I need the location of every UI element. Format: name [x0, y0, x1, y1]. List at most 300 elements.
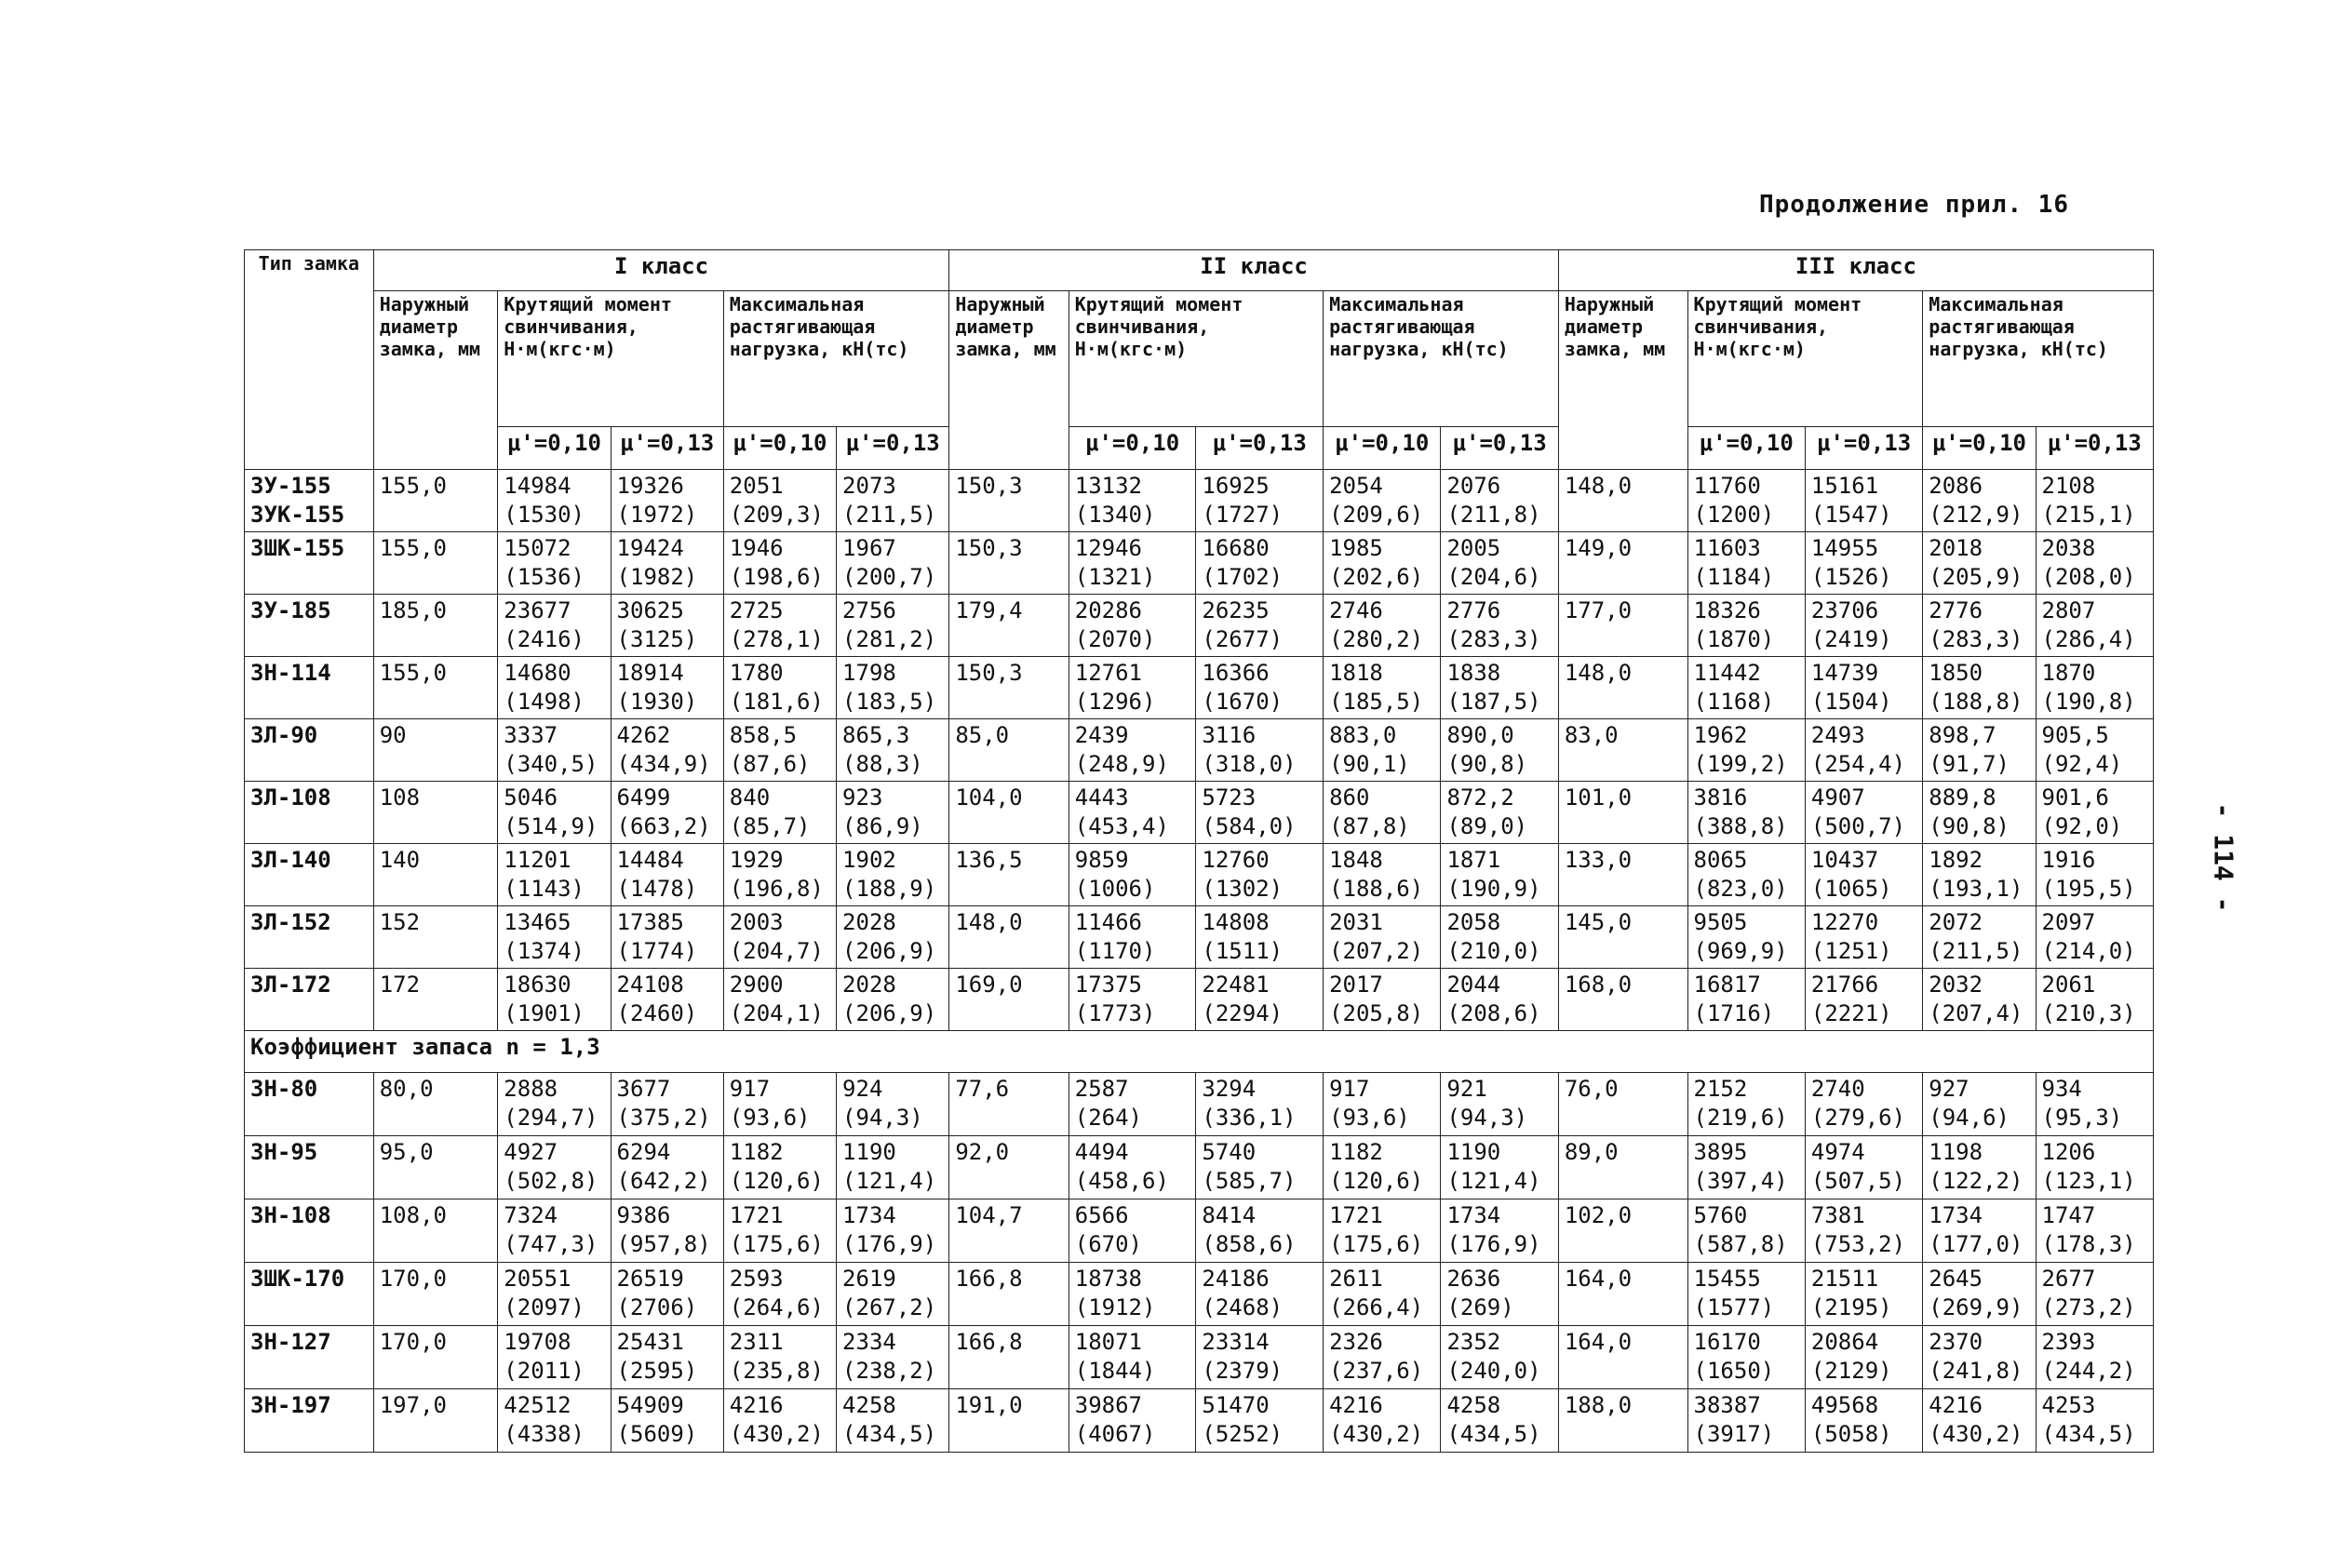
value-kgs: (5252) — [1202, 1421, 1284, 1447]
value: 18738 — [1074, 1266, 1142, 1292]
value-cell — [723, 532, 836, 595]
mu-010-header: μ'=0,10 — [723, 427, 836, 470]
value: 2776 — [1446, 597, 1501, 623]
value-kgs: (269,9) — [1929, 1294, 2023, 1320]
value-cell — [1923, 532, 2036, 595]
value-cell — [1441, 719, 1558, 782]
value: 14808 — [1202, 909, 1270, 935]
value-cell — [1805, 1326, 1922, 1389]
value-kgs: (858,6) — [1202, 1231, 1297, 1257]
value: 2776 — [1929, 597, 1983, 623]
value-cell — [498, 532, 611, 595]
value: 1190 — [1446, 1139, 1501, 1165]
value-kgs: (4067) — [1074, 1421, 1156, 1447]
lock-type-cell — [245, 719, 374, 782]
value: 4258 — [842, 1392, 896, 1418]
value-cell — [1196, 969, 1324, 1031]
value: 10437 — [1810, 847, 1879, 873]
value-cell — [1324, 906, 1441, 969]
value-cell — [2036, 719, 2153, 782]
value-cell — [837, 657, 949, 719]
value-cell — [1923, 969, 2036, 1031]
value: 917 — [729, 1076, 771, 1102]
value-cell — [2036, 595, 2153, 657]
value: 26235 — [1202, 597, 1270, 623]
diameter-cell — [1558, 657, 1687, 719]
value: 4974 — [1810, 1139, 1865, 1165]
value-cell — [2036, 782, 2153, 844]
value: 860 — [1329, 784, 1370, 811]
value: 858,5 — [729, 722, 798, 748]
value-cell — [1687, 470, 1805, 532]
value: 16366 — [1202, 660, 1270, 686]
value-kgs: (753,2) — [1810, 1231, 1906, 1257]
value-cell — [2036, 1389, 2153, 1453]
value-kgs: (210,0) — [1446, 938, 1541, 964]
table-row — [245, 969, 2154, 1031]
diameter-cell — [949, 1389, 1069, 1453]
value: 9859 — [1074, 847, 1129, 873]
value-cell — [1805, 1263, 1922, 1326]
value-cell — [1324, 969, 1441, 1031]
value-cell — [1687, 1263, 1805, 1326]
value: 26519 — [616, 1266, 684, 1292]
value: 8414 — [1202, 1202, 1257, 1228]
value-cell — [1324, 1326, 1441, 1389]
value-cell — [723, 657, 836, 719]
value: 4216 — [1329, 1392, 1383, 1418]
diameter-cell — [373, 657, 498, 719]
value-cell — [498, 657, 611, 719]
value-cell — [611, 1199, 723, 1263]
value-kgs: (514,9) — [504, 813, 598, 839]
value-kgs: (92,0) — [2041, 813, 2123, 839]
value-cell — [1805, 595, 1922, 657]
value-kgs: (2294) — [1202, 1000, 1284, 1026]
value-kgs: (430,2) — [1329, 1421, 1424, 1447]
value: 1206 — [2041, 1139, 2096, 1165]
value-cell — [837, 906, 949, 969]
value: 5046 — [504, 784, 558, 811]
value-kgs: (453,4) — [1074, 813, 1169, 839]
value-kgs: (120,6) — [1329, 1168, 1424, 1194]
value: 16817 — [1693, 972, 1761, 998]
value-kgs: (502,8) — [504, 1168, 598, 1194]
class-3-header: III класс — [1558, 250, 2153, 291]
lock-type: ЗЛ-172 — [250, 972, 331, 998]
value-cell — [723, 1136, 836, 1199]
value: 18630 — [504, 972, 571, 998]
value-cell — [1196, 1263, 1324, 1326]
value-cell — [1324, 595, 1441, 657]
value: 22481 — [1202, 972, 1270, 998]
value: 3816 — [1693, 784, 1748, 811]
value-cell — [837, 969, 949, 1031]
value-cell — [1324, 719, 1441, 782]
value-kgs: (2195) — [1810, 1294, 1892, 1320]
value-cell — [1687, 1199, 1805, 1263]
load-header-1: Максимальная растягивающая нагрузка, кН(тс) — [723, 291, 949, 427]
value: 2058 — [1446, 909, 1501, 935]
value-kgs: (279,6) — [1810, 1105, 1906, 1131]
value-kgs: (211,5) — [842, 502, 937, 528]
value: 883,0 — [1329, 722, 1397, 748]
value-cell — [611, 782, 723, 844]
value-cell — [611, 844, 723, 906]
value: 16925 — [1202, 473, 1270, 499]
lock-type-cell — [245, 969, 374, 1031]
value: 2493 — [1810, 722, 1865, 748]
lock-type: ЗН-108 — [250, 1202, 331, 1228]
value-cell — [1923, 1136, 2036, 1199]
value: 1798 — [842, 660, 896, 686]
lock-type-cell — [245, 595, 374, 657]
value: 934 — [2041, 1076, 2082, 1102]
value: 101,0 — [1564, 784, 1633, 811]
value-cell — [1196, 1389, 1324, 1453]
load-header-2: Максимальная растягивающая нагрузка, кН(тс) — [1324, 291, 1559, 427]
value: 3337 — [504, 722, 558, 748]
value: 15161 — [1810, 473, 1879, 499]
value: 108,0 — [379, 1202, 447, 1228]
mu-013-header: μ'=0,13 — [611, 427, 723, 470]
value: 145,0 — [1564, 909, 1633, 935]
value: 15072 — [504, 535, 571, 561]
value-kgs: (187,5) — [1446, 689, 1541, 715]
value-cell — [1196, 1326, 1324, 1389]
value-cell — [498, 595, 611, 657]
lock-type: ЗН-114 — [250, 660, 331, 686]
value-cell — [2036, 1263, 2153, 1326]
table-row — [245, 1199, 2154, 1263]
value: 164,0 — [1564, 1266, 1633, 1292]
value-kgs: (207,4) — [1929, 1000, 2023, 1026]
value: 2032 — [1929, 972, 1983, 998]
value: 1818 — [1329, 660, 1383, 686]
diameter-header-3: Наружный диаметр замка, мм — [1558, 291, 1687, 470]
value-kgs: (507,5) — [1810, 1168, 1906, 1194]
diameter-cell — [949, 1326, 1069, 1389]
value-kgs: (1702) — [1202, 564, 1284, 590]
value-kgs: (1530) — [504, 502, 585, 528]
value: 2097 — [2041, 909, 2096, 935]
value-kgs: (1716) — [1693, 1000, 1775, 1026]
value-kgs: (208,6) — [1446, 1000, 1541, 1026]
value-kgs: (86,9) — [842, 813, 923, 839]
value-cell — [1687, 595, 1805, 657]
diameter-cell — [373, 719, 498, 782]
value-kgs: (1844) — [1074, 1358, 1156, 1384]
value-kgs: (434,5) — [842, 1421, 937, 1447]
value-cell — [1441, 969, 1558, 1031]
table-row — [245, 532, 2154, 595]
value-kgs: (663,2) — [616, 813, 711, 839]
value-cell — [1923, 782, 2036, 844]
value-cell — [1196, 844, 1324, 906]
value-kgs: (670) — [1074, 1231, 1142, 1257]
value-kgs: (85,7) — [729, 813, 811, 839]
value-cell — [723, 782, 836, 844]
value-kgs: (200,7) — [842, 564, 937, 590]
value: 1962 — [1693, 722, 1748, 748]
value-kgs: (209,6) — [1329, 502, 1424, 528]
value-kgs: (1773) — [1074, 1000, 1156, 1026]
diameter-cell — [949, 1263, 1069, 1326]
value: 917 — [1329, 1076, 1370, 1102]
value-kgs: (1972) — [616, 502, 698, 528]
value-kgs: (95,3) — [2041, 1105, 2123, 1131]
value-cell — [1805, 532, 1922, 595]
value: 2073 — [842, 473, 896, 499]
lock-type: ЗЛ-90 — [250, 722, 318, 748]
value-cell — [1923, 595, 2036, 657]
value-kgs: (207,2) — [1329, 938, 1424, 964]
page-caption: Продолжение прил. 16 — [1759, 191, 2070, 219]
value-cell — [723, 1073, 836, 1136]
value-cell — [1196, 1199, 1324, 1263]
value: 1871 — [1446, 847, 1501, 873]
value-cell — [1805, 969, 1922, 1031]
value-cell — [1069, 844, 1196, 906]
value: 14739 — [1810, 660, 1879, 686]
value: 12760 — [1202, 847, 1270, 873]
diameter-cell — [1558, 470, 1687, 532]
value: 4927 — [504, 1139, 558, 1165]
value: 152 — [379, 909, 421, 935]
value: 188,0 — [1564, 1392, 1633, 1418]
value: 12270 — [1810, 909, 1879, 935]
value-kgs: (281,2) — [842, 626, 937, 652]
value-kgs: (196,8) — [729, 876, 824, 902]
value-cell — [1324, 1389, 1441, 1453]
value-cell — [498, 1073, 611, 1136]
value-kgs: (248,9) — [1074, 751, 1169, 777]
value-kgs: (1930) — [616, 689, 698, 715]
value: 2054 — [1329, 473, 1383, 499]
value-kgs: (2379) — [1202, 1358, 1284, 1384]
value-kgs: (122,2) — [1929, 1168, 2023, 1194]
value-cell — [498, 782, 611, 844]
value-cell — [723, 969, 836, 1031]
value-cell — [1324, 1136, 1441, 1199]
value-cell — [1687, 906, 1805, 969]
value: 104,7 — [955, 1202, 1023, 1228]
value-kgs: (121,4) — [842, 1168, 937, 1194]
value-cell — [1923, 719, 2036, 782]
diameter-cell — [373, 1263, 498, 1326]
lock-type: ЗЛ-140 — [250, 847, 331, 873]
value: 1780 — [729, 660, 784, 686]
value-kgs: (267,2) — [842, 1294, 937, 1320]
value-kgs: (1340) — [1074, 502, 1156, 528]
table-row — [245, 657, 2154, 719]
value-kgs: (1168) — [1693, 689, 1775, 715]
value-cell — [611, 532, 723, 595]
value-cell — [1196, 719, 1324, 782]
value: 102,0 — [1564, 1202, 1633, 1228]
value-cell — [837, 1263, 949, 1326]
value-kgs: (210,3) — [2041, 1000, 2136, 1026]
value-cell — [1324, 470, 1441, 532]
value-kgs: (1912) — [1074, 1294, 1156, 1320]
mu-013-header: μ'=0,13 — [2036, 427, 2153, 470]
value-cell — [498, 719, 611, 782]
value-cell — [1441, 1326, 1558, 1389]
value-kgs: (241,8) — [1929, 1358, 2023, 1384]
lock-type: ЗЛ-108 — [250, 784, 331, 811]
value-cell — [1441, 1263, 1558, 1326]
value-cell — [837, 719, 949, 782]
value: 51470 — [1202, 1392, 1270, 1418]
diameter-cell — [949, 969, 1069, 1031]
value-cell — [1805, 1073, 1922, 1136]
value-cell — [2036, 532, 2153, 595]
value-kgs: (90,1) — [1329, 751, 1410, 777]
value: 18071 — [1074, 1329, 1142, 1355]
value: 4258 — [1446, 1392, 1501, 1418]
diameter-cell — [373, 782, 498, 844]
value: 11442 — [1693, 660, 1761, 686]
value-cell — [1441, 906, 1558, 969]
value: 9505 — [1693, 909, 1748, 935]
value-kgs: (212,9) — [1929, 502, 2023, 528]
diameter-cell — [949, 1136, 1069, 1199]
diameter-cell — [949, 844, 1069, 906]
diameter-cell — [949, 595, 1069, 657]
value-cell — [1687, 1073, 1805, 1136]
value-cell — [1324, 782, 1441, 844]
value-kgs: (185,5) — [1329, 689, 1424, 715]
value-kgs: (3917) — [1693, 1421, 1775, 1447]
value-kgs: (584,0) — [1202, 813, 1297, 839]
value: 2003 — [729, 909, 784, 935]
value: 11760 — [1693, 473, 1761, 499]
value-cell — [1069, 595, 1196, 657]
diameter-cell — [373, 1389, 498, 1453]
value: 20864 — [1810, 1329, 1879, 1355]
value-kgs: (193,1) — [1929, 876, 2023, 902]
value-kgs: (283,3) — [1446, 626, 1541, 652]
value-kgs: (176,9) — [842, 1231, 937, 1257]
value: 2031 — [1329, 909, 1383, 935]
value-kgs: (94,6) — [1929, 1105, 2010, 1131]
value: 7381 — [1810, 1202, 1865, 1228]
value: 1721 — [729, 1202, 784, 1228]
mu-013-header: μ'=0,13 — [1441, 427, 1558, 470]
value: 150,3 — [955, 473, 1023, 499]
value-kgs: (280,2) — [1329, 626, 1424, 652]
value-kgs: (2097) — [504, 1294, 585, 1320]
value-cell — [498, 969, 611, 1031]
value-cell — [1687, 1136, 1805, 1199]
value: 80,0 — [379, 1076, 434, 1102]
value-kgs: (92,4) — [2041, 751, 2123, 777]
value-kgs: (120,6) — [729, 1168, 824, 1194]
value-cell — [1687, 719, 1805, 782]
value: 1182 — [1329, 1139, 1383, 1165]
value: 191,0 — [955, 1392, 1023, 1418]
value: 133,0 — [1564, 847, 1633, 873]
mu-013-header: μ'=0,13 — [837, 427, 949, 470]
value: 905,5 — [2041, 722, 2109, 748]
value-kgs: (198,6) — [729, 564, 824, 590]
value: 840 — [729, 784, 771, 811]
value: 14955 — [1810, 535, 1879, 561]
value-cell — [1069, 1199, 1196, 1263]
value-cell — [1805, 782, 1922, 844]
section-1-rows — [245, 470, 2154, 1031]
value: 148,0 — [955, 909, 1023, 935]
value: 11201 — [504, 847, 571, 873]
value-cell — [611, 1136, 723, 1199]
value-kgs: (434,5) — [1446, 1421, 1541, 1447]
value-kgs: (2416) — [504, 626, 585, 652]
value-cell — [1324, 844, 1441, 906]
diameter-cell — [949, 470, 1069, 532]
value-kgs: (254,4) — [1810, 751, 1906, 777]
value-kgs: (2221) — [1810, 1000, 1892, 1026]
value: 166,8 — [955, 1329, 1023, 1355]
value: 23677 — [504, 597, 571, 623]
value-cell — [1441, 1136, 1558, 1199]
diameter-header-2: Наружный диаметр замка, мм — [949, 291, 1069, 470]
value: 12761 — [1074, 660, 1142, 686]
value: 2072 — [1929, 909, 1983, 935]
value-cell — [723, 1326, 836, 1389]
table-row — [245, 1073, 2154, 1136]
lock-type: ЗН-197 — [250, 1392, 331, 1418]
value-cell — [2036, 1326, 2153, 1389]
value: 2051 — [729, 473, 784, 499]
value-kgs: (264) — [1074, 1105, 1142, 1131]
value-kgs: (1774) — [616, 938, 698, 964]
value-cell — [837, 782, 949, 844]
value: 3895 — [1693, 1139, 1748, 1165]
value: 2756 — [842, 597, 896, 623]
table-row — [245, 782, 2154, 844]
value-cell — [1923, 1199, 2036, 1263]
value-cell — [1069, 1263, 1196, 1326]
lock-type-cell — [245, 1199, 374, 1263]
value-cell — [1687, 657, 1805, 719]
value-cell — [1805, 1389, 1922, 1453]
value: 77,6 — [955, 1076, 1010, 1102]
value-kgs: (188,8) — [1929, 689, 2023, 715]
diameter-cell — [1558, 1326, 1687, 1389]
data-table — [244, 249, 2154, 1453]
value-kgs: (1321) — [1074, 564, 1156, 590]
value: 4253 — [2041, 1392, 2096, 1418]
value-kgs: (434,9) — [616, 751, 711, 777]
value-cell — [498, 1263, 611, 1326]
value: 149,0 — [1564, 535, 1633, 561]
diameter-cell — [1558, 1199, 1687, 1263]
value-kgs: (204,7) — [729, 938, 824, 964]
value-kgs: (375,2) — [616, 1105, 711, 1131]
value-cell — [1687, 969, 1805, 1031]
value-kgs: (1478) — [616, 876, 698, 902]
value: 170,0 — [379, 1266, 447, 1292]
value-kgs: (183,5) — [842, 689, 937, 715]
value-cell — [1324, 1073, 1441, 1136]
value-cell — [1441, 1199, 1558, 1263]
value-kgs: (188,6) — [1329, 876, 1424, 902]
value-kgs: (397,4) — [1693, 1168, 1788, 1194]
value: 38387 — [1693, 1392, 1761, 1418]
diameter-cell — [373, 1199, 498, 1263]
value: 2076 — [1446, 473, 1501, 499]
value-kgs: (94,3) — [1446, 1105, 1528, 1131]
